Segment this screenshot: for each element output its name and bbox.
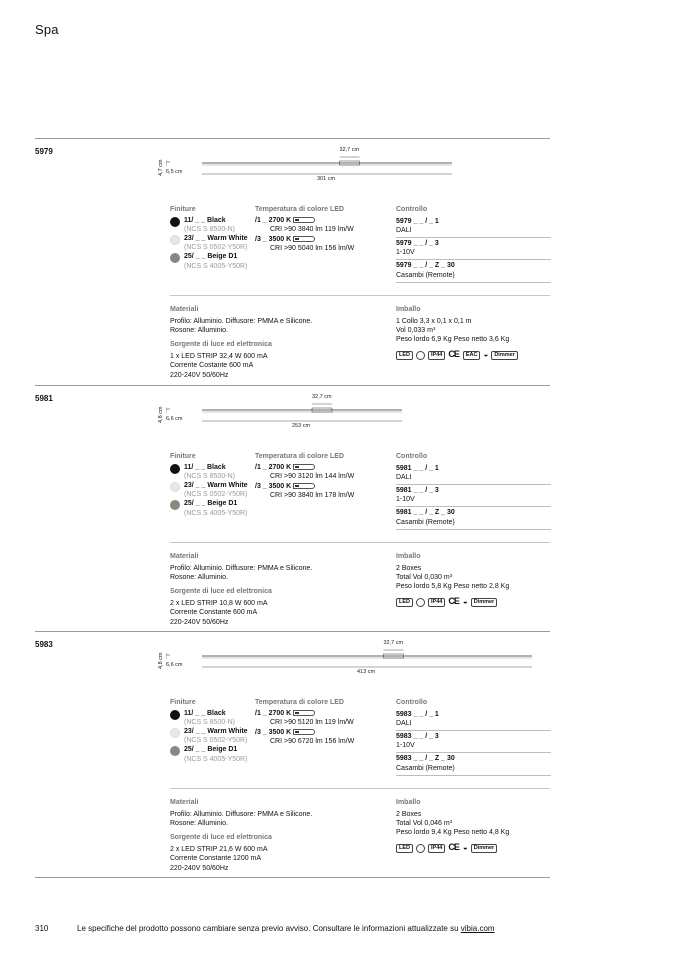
source-line: Corrente Costante 600 mA xyxy=(170,362,254,370)
finishes-column xyxy=(170,452,255,518)
finish-swatch xyxy=(170,235,180,245)
materials-line: Profilo: Alluminio. Diffusore: PMMA e Silicone. xyxy=(170,318,313,326)
finish-code: 11/ _ _ Black xyxy=(184,464,226,472)
temperature-code: /3 _ 3500 K xyxy=(255,482,395,491)
control-code: 5981 _ _ / _ Z _ 30 xyxy=(396,509,455,517)
length-dimension: 301 cm xyxy=(317,176,336,182)
materials-line: Rosone: Alluminio. xyxy=(170,574,228,582)
temperature-scale-icon xyxy=(293,217,315,223)
temperature-item xyxy=(255,463,395,481)
control-desc: DALI xyxy=(396,474,412,482)
ip-rating-icon: IP44 xyxy=(428,598,445,607)
source-label: Sorgente di luce ed elettronica xyxy=(170,341,272,349)
temperature-scale-icon xyxy=(293,483,315,489)
footer-note: Le specifiche del prodotto possono cambiare senza previo avviso. Consultare le informazioni attualizzate su vibia.com xyxy=(77,924,495,933)
materials-line: Rosone: Alluminio. xyxy=(170,327,228,335)
control-item xyxy=(396,507,551,529)
mid-divider xyxy=(170,295,550,296)
temperature-item xyxy=(255,235,395,253)
dimmer-icon: Dimmer xyxy=(471,844,497,853)
finish-code: 23/ _ _ Warm White xyxy=(184,728,248,736)
packing-column xyxy=(396,798,551,854)
packing-label: Imballo xyxy=(396,306,421,313)
materials-line: Profilo: Alluminio. Diffusore: PMMA e Silicone. xyxy=(170,811,313,819)
control-desc: DALI xyxy=(396,720,412,728)
control-code: 5979 _ _ / _ 3 xyxy=(396,240,439,248)
dimmer-icon: Dimmer xyxy=(491,351,517,360)
control-item xyxy=(396,260,551,282)
temperature-code: /1 _ 2700 K xyxy=(255,216,395,225)
packing-label: Imballo xyxy=(396,799,421,806)
finish-ncs: (NCS S 0502-Y50R) xyxy=(184,244,248,252)
finish-code: 23/ _ _ Warm White xyxy=(184,482,248,490)
packing-line: Peso lordo 9,4 Kg Peso netto 4,8 Kg xyxy=(396,829,510,837)
class-ii-icon xyxy=(416,844,425,853)
control-desc: Casambi (Remote) xyxy=(396,518,455,526)
product-code: 5981 xyxy=(35,394,53,403)
control-label: Controllo xyxy=(396,699,428,706)
lamp-drawing xyxy=(166,645,546,675)
temperature-scale-icon xyxy=(293,236,315,242)
page-number: 310 xyxy=(35,924,49,933)
finish-ncs: (NCS S 4005-Y50R) xyxy=(184,755,248,763)
finish-ncs: (NCS S 4005-Y50R) xyxy=(184,509,248,517)
led-icon: LED xyxy=(396,844,413,853)
packing-label: Imballo xyxy=(396,553,421,560)
control-desc: Casambi (Remote) xyxy=(396,271,455,279)
certifications xyxy=(396,842,551,854)
replaceable-source-icon: ◒ xyxy=(483,350,489,360)
finish-item xyxy=(170,252,255,270)
control-item xyxy=(396,238,551,260)
control-item xyxy=(396,709,551,731)
lamp-drawing xyxy=(166,152,546,182)
materials-column xyxy=(170,552,390,627)
finish-ncs: (NCS S 8500-N) xyxy=(184,719,235,727)
control-column xyxy=(396,205,551,283)
inner-dimension: 32,7 cm xyxy=(339,147,360,153)
source-line: 2 x LED STRIP 10,8 W 600 mA xyxy=(170,600,268,608)
temperature-column xyxy=(255,452,395,501)
control-code: 5981 _ _ / _ 3 xyxy=(396,487,439,495)
finish-swatch xyxy=(170,500,180,510)
temperature-label: Temperatura di colore LED xyxy=(255,453,344,460)
control-item xyxy=(396,753,551,775)
finish-code: 11/ _ _ Black xyxy=(184,710,226,718)
packing-line: 2 Boxes xyxy=(396,811,422,819)
finish-swatch xyxy=(170,464,180,474)
finish-ncs: (NCS S 8500-N) xyxy=(184,473,235,481)
finishes-label: Finiture xyxy=(170,699,196,706)
finish-swatch xyxy=(170,728,180,738)
ce-icon: CE xyxy=(448,842,459,853)
finish-swatch xyxy=(170,746,180,756)
finish-item xyxy=(170,499,255,517)
control-item xyxy=(396,216,551,238)
finish-swatch xyxy=(170,217,180,227)
section-divider xyxy=(35,631,550,632)
finish-item xyxy=(170,745,255,763)
height-dimension: 4,8 cm xyxy=(158,406,164,423)
packing-column xyxy=(396,552,551,608)
control-desc: 1-10V xyxy=(396,249,415,257)
finish-code: 23/ _ _ Warm White xyxy=(184,235,248,243)
temperature-cri: CRI >90 5120 lm 119 lm/W xyxy=(270,719,354,727)
materials-label: Materiali xyxy=(170,553,199,560)
inner-dimension: 32,7 cm xyxy=(383,640,404,646)
eac-icon: EAC xyxy=(463,351,481,360)
temperature-item xyxy=(255,709,395,727)
finish-code: 25/ _ _ Beige D1 xyxy=(184,253,238,261)
finish-ncs: (NCS S 8500-N) xyxy=(184,226,235,234)
finishes-label: Finiture xyxy=(170,453,196,460)
inner-dimension: 32,7 cm xyxy=(312,394,332,400)
finish-swatch xyxy=(170,482,180,492)
depth-dimension: 6,5 cm xyxy=(166,169,183,175)
finish-code: 25/ _ _ Beige D1 xyxy=(184,746,238,754)
bottom-divider xyxy=(35,877,550,878)
finish-code: 11/ _ _ Black xyxy=(184,217,226,225)
temperature-cri: CRI >90 3120 lm 144 lm/W xyxy=(270,473,355,481)
temperature-code: /1 _ 2700 K xyxy=(255,709,395,718)
certifications xyxy=(396,596,551,608)
materials-column xyxy=(170,305,390,380)
packing-line: Total Vol 0,046 m³ xyxy=(396,820,453,828)
led-icon: LED xyxy=(396,598,413,607)
source-line: 220-240V 50/60Hz xyxy=(170,864,229,872)
control-item xyxy=(396,463,551,485)
mid-divider xyxy=(170,788,550,789)
led-icon: LED xyxy=(396,351,413,360)
finish-item xyxy=(170,709,255,727)
source-line: Corrente Constante 600 mA xyxy=(170,609,258,617)
temperature-cri: CRI >90 6720 lm 156 lm/W xyxy=(270,738,355,746)
temperature-item xyxy=(255,216,395,234)
finish-ncs: (NCS S 0502-Y50R) xyxy=(184,491,248,499)
control-code: 5979 _ _ / _ Z _ 30 xyxy=(396,262,455,270)
control-item xyxy=(396,731,551,753)
control-column xyxy=(396,698,551,776)
website-link[interactable]: vibia.com xyxy=(460,924,495,933)
finish-item xyxy=(170,234,255,252)
depth-dimension: 6,6 cm xyxy=(166,662,183,668)
temperature-item xyxy=(255,482,395,500)
control-code: 5983 _ _ / _ 1 xyxy=(396,711,439,719)
finish-item xyxy=(170,463,255,481)
materials-label: Materiali xyxy=(170,306,199,313)
control-desc: DALI xyxy=(396,227,412,235)
source-line: 220-240V 50/60Hz xyxy=(170,618,229,626)
materials-label: Materiali xyxy=(170,799,199,806)
finish-swatch xyxy=(170,253,180,263)
temperature-scale-icon xyxy=(293,710,315,716)
temperature-label: Temperatura di colore LED xyxy=(255,206,344,213)
packing-line: 1 Collo 3,3 x 0,1 x 0,1 m xyxy=(396,318,472,326)
source-line: 220-240V 50/60Hz xyxy=(170,371,229,379)
product-code: 5979 xyxy=(35,147,53,156)
materials-line: Rosone: Alluminio. xyxy=(170,820,228,828)
packing-line: Peso lordo 6,9 Kg Peso netto 3,6 Kg xyxy=(396,336,510,344)
finish-swatch xyxy=(170,710,180,720)
control-desc: 1-10V xyxy=(396,742,415,750)
product-code: 5983 xyxy=(35,640,53,649)
control-label: Controllo xyxy=(396,206,428,213)
packing-line: Total Vol 0,030 m³ xyxy=(396,574,453,582)
mid-divider xyxy=(170,542,550,543)
control-desc: Casambi (Remote) xyxy=(396,764,455,772)
class-ii-icon xyxy=(416,351,425,360)
temperature-code: /3 _ 3500 K xyxy=(255,728,395,737)
source-line: 1 x LED STRIP 32,4 W 600 mA xyxy=(170,353,268,361)
finish-ncs: (NCS S 4005-Y50R) xyxy=(184,262,248,270)
materials-column xyxy=(170,798,390,873)
finishes-label: Finiture xyxy=(170,206,196,213)
temperature-label: Temperatura di colore LED xyxy=(255,699,344,706)
finishes-column xyxy=(170,205,255,271)
temperature-cri: CRI >90 5040 lm 156 lm/W xyxy=(270,245,355,253)
source-label: Sorgente di luce ed elettronica xyxy=(170,834,272,842)
temperature-cri: CRI >90 3840 lm 119 lm/W xyxy=(270,226,354,234)
section-divider xyxy=(35,385,550,386)
finish-item xyxy=(170,727,255,745)
finish-code: 25/ _ _ Beige D1 xyxy=(184,500,238,508)
finishes-column xyxy=(170,698,255,764)
temperature-cri: CRI >90 3840 lm 178 lm/W xyxy=(270,492,355,500)
page-title: Spa xyxy=(35,22,59,37)
finish-ncs: (NCS S 0502-Y50R) xyxy=(184,737,248,745)
temperature-scale-icon xyxy=(293,464,315,470)
replaceable-source-icon: ◒ xyxy=(462,597,468,607)
packing-line: Vol 0,033 m³ xyxy=(396,327,436,335)
packing-line: Peso lordo 5,8 Kg Peso netto 2,8 Kg xyxy=(396,583,510,591)
class-ii-icon xyxy=(416,598,425,607)
control-code: 5983 _ _ / _ Z _ 30 xyxy=(396,755,455,763)
control-column xyxy=(396,452,551,530)
finish-item xyxy=(170,216,255,234)
length-dimension: 413 cm xyxy=(357,669,376,675)
temperature-code: /3 _ 3500 K xyxy=(255,235,395,244)
ce-icon: CE xyxy=(448,349,459,360)
control-code: 5979 _ _ / _ 1 xyxy=(396,218,439,226)
ip-rating-icon: IP44 xyxy=(428,844,445,853)
control-code: 5983 _ _ / _ 3 xyxy=(396,733,439,741)
source-label: Sorgente di luce ed elettronica xyxy=(170,588,272,596)
source-line: Corrente Constante 1200 mA xyxy=(170,855,262,863)
height-dimension: 4,8 cm xyxy=(158,652,164,669)
source-line: 2 x LED STRIP 21,6 W 600 mA xyxy=(170,846,268,854)
control-label: Controllo xyxy=(396,453,428,460)
control-item xyxy=(396,485,551,507)
control-desc: 1-10V xyxy=(396,496,415,504)
packing-line: 2 Boxes xyxy=(396,565,422,573)
height-dimension: 4,7 cm xyxy=(158,159,164,176)
temperature-item xyxy=(255,728,395,746)
temperature-code: /1 _ 2700 K xyxy=(255,463,395,472)
certifications xyxy=(396,349,551,361)
packing-column xyxy=(396,305,551,361)
depth-dimension: 6,6 cm xyxy=(166,416,183,422)
ip-rating-icon: IP44 xyxy=(428,351,445,360)
finish-item xyxy=(170,481,255,499)
section-divider xyxy=(35,138,550,139)
materials-line: Profilo: Alluminio. Diffusore: PMMA e Silicone. xyxy=(170,565,313,573)
temperature-scale-icon xyxy=(293,729,315,735)
temperature-column xyxy=(255,698,395,747)
lamp-drawing xyxy=(166,399,546,429)
dimmer-icon: Dimmer xyxy=(471,598,497,607)
control-code: 5981 _ _ / _ 1 xyxy=(396,465,439,473)
temperature-column xyxy=(255,205,395,254)
ce-icon: CE xyxy=(448,596,459,607)
length-dimension: 253 cm xyxy=(292,423,311,429)
replaceable-source-icon: ◒ xyxy=(462,843,468,853)
